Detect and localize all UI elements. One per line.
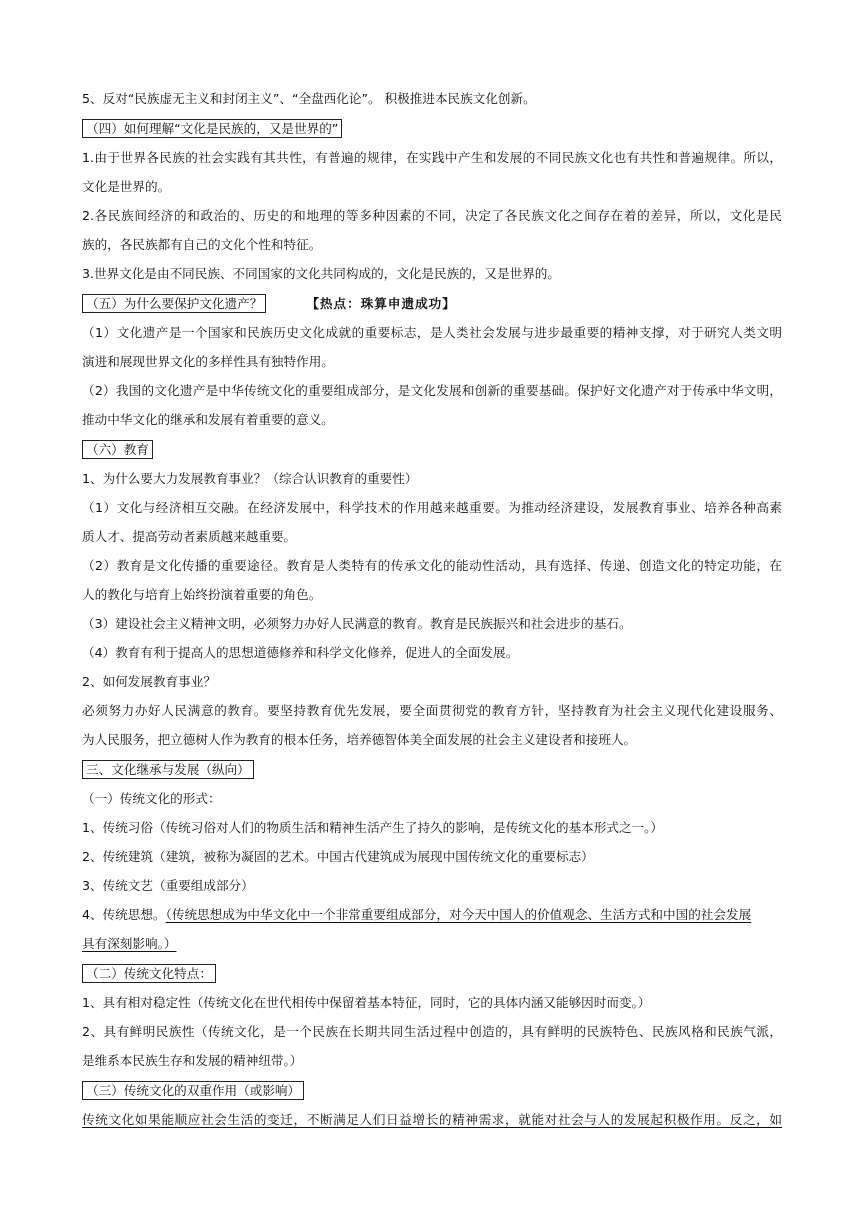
section-heading: （六）教育 (82, 440, 153, 459)
paragraph: （2）教育是文化传播的重要途径。教育是人类特有的传承文化的能动性活动，具有选择、传递、创造文化的特定功能，在 (82, 558, 782, 573)
question: 2、如何发展教育事业？ (82, 674, 216, 689)
question: 1、为什么要大力发展教育事业？（综合认识教育的重要性） (82, 471, 418, 486)
paragraph: 推动中华文化的继承和发展有着重要的意义。 (82, 412, 334, 427)
section-heading: （四）如何理解“文化是民族的，又是世界的” (82, 119, 342, 138)
section-heading: （二）传统文化特点： (82, 964, 216, 983)
section-heading: （三）传统文化的双重作用（或影响） (82, 1081, 304, 1100)
paragraph: 文化是世界的。 (82, 179, 171, 194)
paragraph: 族的，各民族都有自己的文化个性和特征。 (82, 237, 322, 252)
list-item: 1、具有相对稳定性（传统文化在世代相传中保留着基本特征，同时，它的具体内涵又能够因时而变。） (82, 995, 651, 1010)
subsection-heading: （一）传统文化的形式： (82, 791, 221, 806)
hot-topic-label: 【热点：珠算申遗成功】 (306, 296, 456, 311)
paragraph: 3.世界文化是由不同民族、不同国家的文化共同构成的，文化是民族的，又是世界的。 (82, 266, 560, 281)
paragraph: 1.由于世界各民族的社会实践有其共性，有普遍的规律，在实践中产生和发展的不同民族文化也有共性和普遍规律。所以， (82, 150, 782, 165)
list-item-lead: 4、传统思想。 (82, 907, 166, 922)
list-item: 2、传统建筑（建筑，被称为凝固的艺术。中国古代建筑成为展现中国传统文化的重要标志） (82, 849, 594, 864)
paragraph: 5、反对“民族虚无主义和封闭主义”、“全盘西化论”。 积极推进本民族文化创新。 (82, 91, 536, 106)
paragraph: 必须努力办好人民满意的教育。要坚持教育优先发展，要全面贯彻党的教育方针，坚持教育为社会主义现代化建设服务、 (82, 703, 782, 718)
list-item-continuation (82, 929, 782, 958)
list-item: 2、具有鲜明民族性（传统文化，是一个民族在长期共同生活过程中创造的，具有鲜明的民族特色、民族风格和民族气派， (82, 1024, 782, 1039)
list-item (82, 900, 782, 929)
underlined-paragraph: 传统文化如果能顺应社会生活的变迁，不断满足人们日益增长的精神需求，就能对社会与人的发展起积极作用。反之，如 (82, 1112, 782, 1127)
list-item: 3、传统文艺（重要组成部分） (82, 878, 254, 893)
paragraph: 质人才、提高劳动者素质越来越重要。 (82, 529, 297, 544)
paragraph: （2）我国的文化遗产是中华传统文化的重要组成部分，是文化发展和创新的重要基础。保护好文化遗产对于传承中华文明， (82, 383, 782, 398)
underlined-text: 具有深刻影响。） (82, 936, 177, 951)
paragraph: （4）教育有利于提高人的思想道德修养和科学文化修养，促进人的全面发展。 (82, 645, 519, 660)
underlined-text: （传统思想成为中华文化中一个非常重要组成部分，对今天中国人的价值观念、生活方式和中国的社会发展 (165, 907, 752, 922)
chapter-heading: 三、文化继承与发展（纵向） (82, 760, 254, 779)
section-heading: （五）为什么要保护文化遗产？ (82, 294, 266, 313)
paragraph: （1）文化与经济相互交融。在经济发展中，科学技术的作用越来越重要。为推动经济建设，发展教育事业、培养各种高素 (82, 500, 782, 515)
paragraph: 演进和展现世界文化的多样性具有独特作用。 (82, 354, 334, 369)
paragraph: （1）文化遗产是一个国家和民族历史文化成就的重要标志，是人类社会发展与进步最重要的精神支撑，对于研究人类文明 (82, 325, 782, 340)
list-item-continuation: 是维系本民族生存和发展的精神纽带。） (82, 1053, 303, 1068)
paragraph: 人的教化与培育上始终扮演着重要的角色。 (82, 587, 322, 602)
paragraph: （3）建设社会主义精神文明，必须努力办好人民满意的教育。教育是民族振兴和社会进步的基石。 (82, 616, 632, 631)
list-item: 1、传统习俗（传统习俗对人们的物质生活和精神生活产生了持久的影响，是传统文化的基本形式之一。） (82, 820, 664, 835)
document-body (82, 84, 782, 1134)
paragraph: 2.各民族间经济的和政治的、历史的和地理的等多种因素的不同，决定了各民族文化之间存在着的差异，所以，文化是民 (82, 208, 782, 223)
paragraph: 为人民服务，把立德树人作为教育的根本任务，培养德智体美全面发展的社会主义建设者和接班人。 (82, 732, 637, 747)
